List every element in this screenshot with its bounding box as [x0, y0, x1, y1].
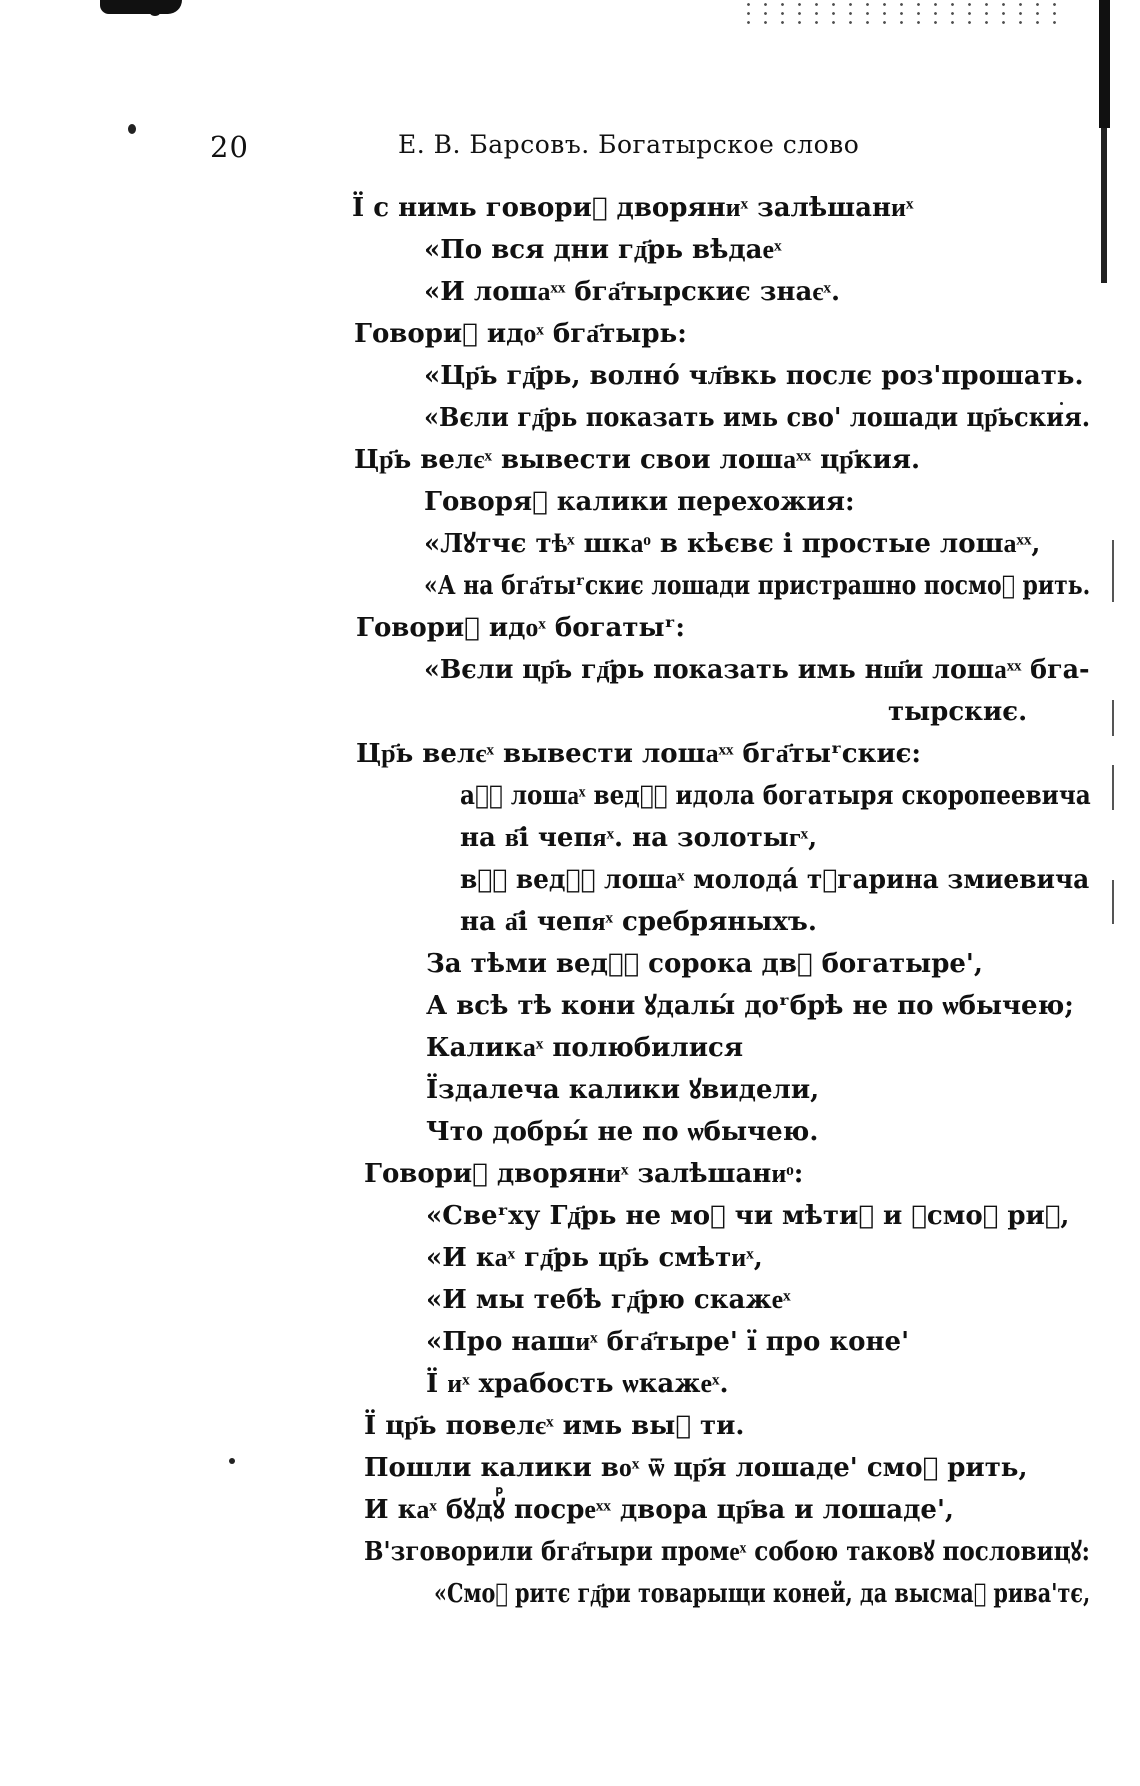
text-line: «Смоᷮ ритє гд҃ри товарыщи коней, да высмаᷮ рива'тє,: [434, 1579, 1091, 1609]
text-line: «Цр҃ь гд҃рь, волно́ чл҃вкь послє роз'прошать.: [424, 361, 1084, 391]
text-line: И каͯ бꙋдꙋᷮ посреͯͯ двора цр҃ва и лошаде',: [364, 1495, 954, 1525]
text-line: «Вєли цр҃ь гд҃рь показать имь нш҃и лошаͯͯ бга-: [424, 655, 1090, 685]
text-line: «Свеʳху Гд҃рь не моᷮ чи мѣтиᷮ и ꙋсмоᷮ риᷮ,: [426, 1201, 1070, 1231]
text-line: Ї с нимь говориᷮ дворяниͯ залѣшаниͯ: [352, 193, 914, 223]
text-line: «Про нашиͯ бга҃тыре' ї про коне': [426, 1327, 910, 1357]
text-line: тырскиє.: [888, 697, 1028, 727]
ink-blot: [100, 0, 182, 14]
page-header: [0, 130, 1140, 170]
ink-speck: [229, 1458, 235, 1464]
text-line: «И мы тебѣ гд҃рю скажеͯ: [426, 1285, 791, 1315]
text-line: Говориᷮ идоͯ богатыʳ:: [356, 613, 685, 643]
text-line: Цр҃ь велєͯ вывести лошаͯͯ бга҃тыʳскиє:: [356, 739, 922, 769]
text-line: Їздалеча калики ꙋвидели,: [426, 1075, 820, 1105]
text-line: а҃ᷳ лошаͯ ведѸᷮ идола богатыря скоропеевича: [460, 781, 1091, 811]
text-line: «А на бга҃тыʳскиє лошади пристрашно посмоᷮ рить.: [424, 571, 1091, 601]
text-line: Что добры́ не по ѡбычею.: [426, 1117, 819, 1147]
text-line: «Вєли гд҃рь показать имь сво' лошади цр҃ьския.: [424, 403, 1091, 433]
page-number: 20: [210, 130, 249, 164]
text-line: «И лошаͯͯ бга҃тырскиє знаєͯ.: [424, 277, 841, 307]
margin-mark: [1112, 540, 1114, 602]
text-line: на а҃і чепяͯ сребряныхъ.: [460, 907, 817, 937]
text-line: Ї цр҃ь повелєͯ имь выᷮ ти.: [364, 1411, 745, 1441]
text-line: А всѣ тѣ кони ꙋдалы́ доʳбрѣ не по ѡбычею;: [426, 991, 1074, 1021]
margin-mark: [1112, 765, 1114, 810]
ink-speck: [150, 10, 160, 16]
margin-mark: [1112, 880, 1114, 924]
text-line: Каликаͯ полюбилися: [426, 1033, 744, 1063]
page-edge-shadow: [1099, 0, 1110, 128]
text-line: Цр҃ь велєͯ вывести свои лошаͯͯ цр҃кия.: [354, 445, 921, 475]
text-line: В'зговорили бга҃тыри промеͯ собою таковꙋ пословицꙋ:: [364, 1537, 1091, 1567]
text-line: Говориᷮ идоͯ бга҃тырь:: [354, 319, 687, 349]
text-line: на в҃і чепяͯ. на золотыгͯ,: [460, 823, 818, 853]
text-line: Пошли калики воͯ ѿ цр҃я лошаде' смоᷮ рить,: [364, 1453, 1028, 1483]
text-line: «И каͯ гд҃рь цр҃ь смѣтиͯ,: [426, 1243, 763, 1273]
text-line: Говоряᷮ калики перехожия:: [424, 487, 855, 517]
scan-noise: [740, 0, 1070, 26]
text-line: Ї иͯ храбость ѡкажеͯ.: [426, 1369, 729, 1399]
text-line: в҃ᷳ ведѸᷮ лошаͯ молода́ тꙋгарина змиевича: [460, 865, 1090, 895]
running-title: Е. В. Барсовъ. Богатырское слово: [398, 130, 860, 159]
text-line: Говориᷮ дворяниͯ залѣшаниͦ:: [364, 1159, 804, 1189]
text-line: «По вся дни гд҃рь вѣдаеͯ: [424, 235, 782, 265]
text-line: «Лꙋтчє тѣͯ шкаͦ в кѣєвє і простые лошаͯͯ,: [424, 529, 1041, 559]
margin-mark: [1112, 700, 1114, 736]
text-line: За тѣми ведѸᷮ сорока двꙋ богатыре',: [426, 949, 983, 979]
